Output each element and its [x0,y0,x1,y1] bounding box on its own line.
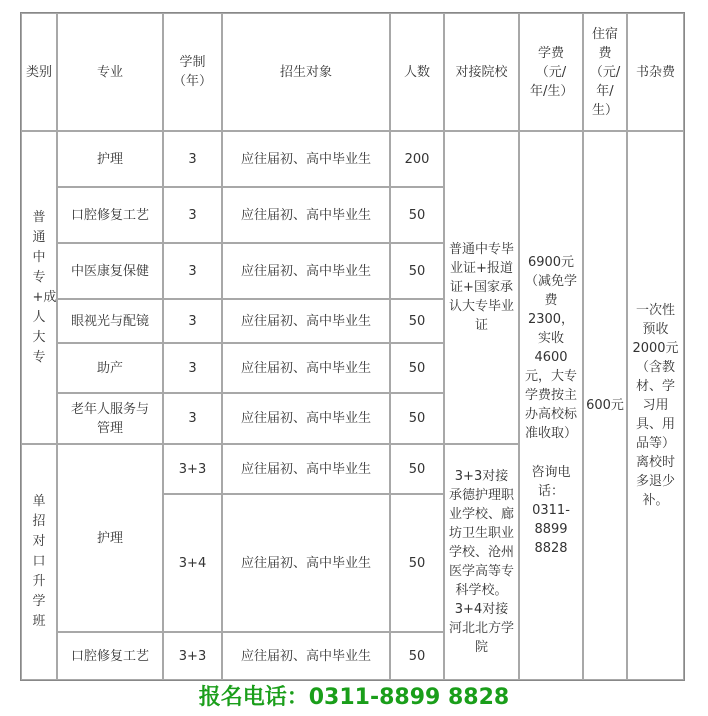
g1-count-0: 200 [390,131,444,187]
g2-partner: 3+3对接承德护理职业学校、廊坊卫生职业学校、沧州医学高等专科学校。3+4对接河北北方学院 [444,444,519,680]
g1-partner: 普通中专毕业证+报道证+国家承认大专毕业证 [444,131,519,444]
g1-duration-3: 3 [163,299,222,343]
tuition-contact: 咨询电话：0311-8899 8828 [531,465,571,556]
g1-duration-4: 3 [163,343,222,393]
g2-count-0: 50 [390,444,444,494]
g1-count-3: 50 [390,299,444,343]
g2-duration-1: 3+4 [163,494,222,632]
g2-major-2: 口腔修复工艺 [57,632,163,680]
g1-target-0: 应往届初、高中毕业生 [222,131,390,187]
signup-phone: 报名电话：0311-8899 8828 [198,685,510,710]
g1-duration-1: 3 [163,187,222,243]
g2-target-2: 应往届初、高中毕业生 [222,632,390,680]
tuition-main: 6900元（减免学费2300，实收4600元，大专学费按主办高校标准收取） [524,255,577,441]
g2-major-nursing: 护理 [57,444,163,632]
header-category: 类别 [21,13,57,131]
g1-target-5: 应往届初、高中毕业生 [222,393,390,444]
g2-target-1: 应往届初、高中毕业生 [222,494,390,632]
g1-major-0: 护理 [57,131,163,187]
category-group2: 单招对口升学班 [21,444,57,680]
g2-count-1: 50 [390,494,444,632]
g1-major-2: 中医康复保健 [57,243,163,299]
header-major: 专业 [57,13,163,131]
g1-count-1: 50 [390,187,444,243]
header-target: 招生对象 [222,13,390,131]
g1-count-5: 50 [390,393,444,444]
g1-major-3: 眼视光与配镜 [57,299,163,343]
header-dorm: 住宿费（元/年/生） [583,13,627,131]
g1-count-4: 50 [390,343,444,393]
header-tuition: 学费（元/年/生） [519,13,583,131]
header-books: 书杂费 [627,13,684,131]
g1-target-2: 应往届初、高中毕业生 [222,243,390,299]
g1-target-4: 应往届初、高中毕业生 [222,343,390,393]
book-fee-cell: 一次性预收2000元（含教材、学习用具、用品等）离校时多退少补。 [627,131,684,680]
g2-duration-0: 3+3 [163,444,222,494]
g1-count-2: 50 [390,243,444,299]
g1-target-1: 应往届初、高中毕业生 [222,187,390,243]
g1-target-3: 应往届初、高中毕业生 [222,299,390,343]
g1-duration-0: 3 [163,131,222,187]
dorm-fee-cell: 600元 [583,131,627,680]
category-group1: 普通中专+成人大专 [21,131,57,444]
enrollment-table [20,12,685,681]
g1-duration-2: 3 [163,243,222,299]
g2-target-0: 应往届初、高中毕业生 [222,444,390,494]
g1-major-1: 口腔修复工艺 [57,187,163,243]
g1-major-4: 助产 [57,343,163,393]
g1-major-5: 老年人服务与管理 [57,393,163,444]
g2-duration-2: 3+3 [163,632,222,680]
tuition-cell [519,131,583,680]
g1-duration-5: 3 [163,393,222,444]
header-duration: 学制（年） [163,13,222,131]
header-partner: 对接院校 [444,13,519,131]
header-count: 人数 [390,13,444,131]
g2-count-2: 50 [390,632,444,680]
